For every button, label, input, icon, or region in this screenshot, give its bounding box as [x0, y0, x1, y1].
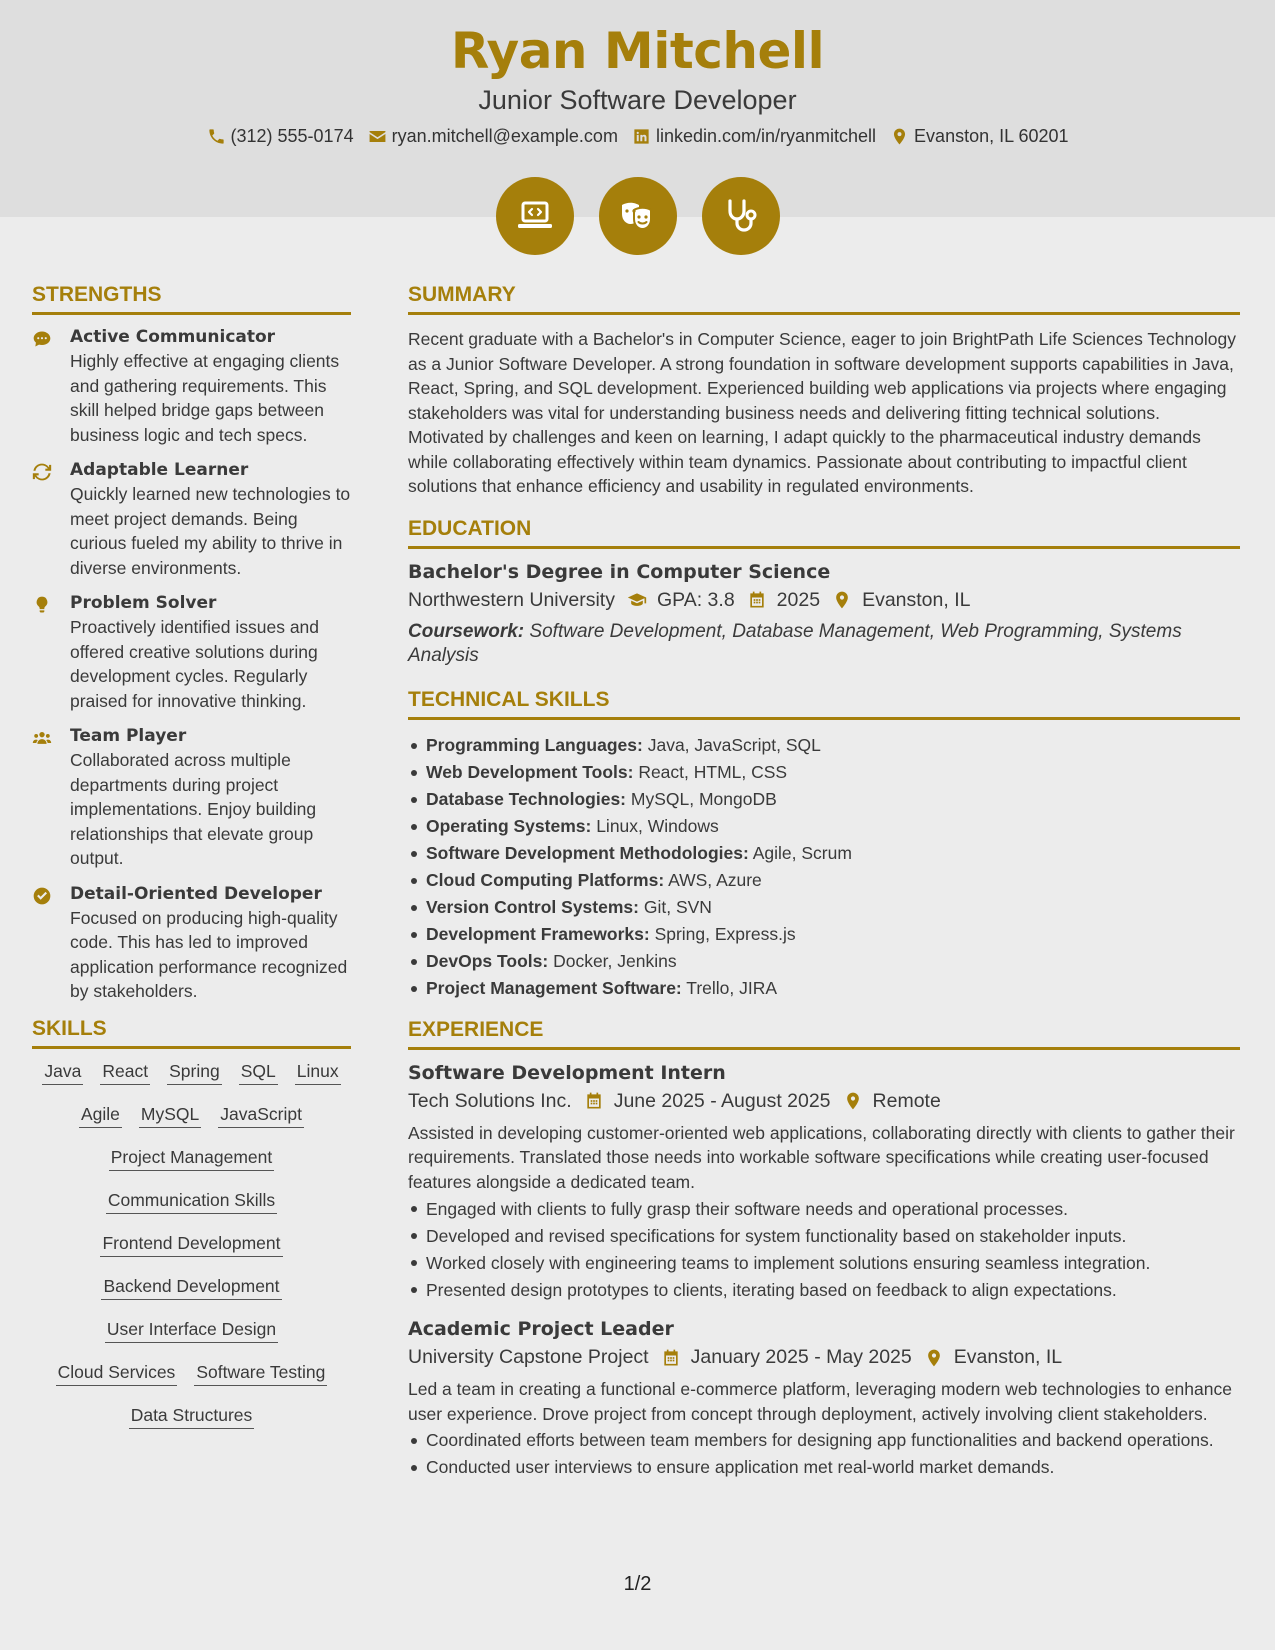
- job-location: Remote: [872, 1089, 941, 1112]
- job-bullets: [408, 1428, 1240, 1479]
- skill-tag: Project Management: [109, 1147, 274, 1171]
- summary-heading: SUMMARY: [408, 283, 1240, 315]
- list-item: Cloud Computing Platforms: AWS, Azure: [408, 867, 1240, 894]
- strength-item: [32, 884, 351, 1004]
- contact-location: [890, 126, 1068, 147]
- skills-row: [32, 1319, 351, 1343]
- contact-linkedin[interactable]: [632, 126, 876, 147]
- skill-tag: Agile: [79, 1104, 122, 1128]
- list-item: Programming Languages: Java, JavaScript, SQL: [408, 732, 1240, 759]
- job-description: Led a team in creating a functional e-commerce platform, leveraging modern web technologies to enhance user experience. Drove project from concept through deployment, actively involving client stakeholders.: [408, 1379, 1232, 1424]
- strength-title: Team Player: [70, 726, 187, 746]
- phone-text: (312) 555-0174: [230, 126, 354, 146]
- skills-row: [32, 1276, 351, 1300]
- skill-tag: Java: [42, 1061, 83, 1085]
- laptop-code-badge: [496, 177, 574, 255]
- school-location: Evanston, IL: [862, 588, 971, 611]
- skills-list: [32, 1061, 351, 1429]
- strength-item: [32, 327, 351, 447]
- skill-tag: Linux: [295, 1061, 341, 1085]
- job-dates: January 2025 - May 2025: [690, 1346, 912, 1368]
- lightbulb-icon: [32, 595, 52, 615]
- skills-row: [32, 1190, 351, 1214]
- strengths-heading: STRENGTHS: [32, 283, 351, 315]
- list-item: Worked closely with engineering teams to implement solutions ensuring seamless integration.: [408, 1250, 1240, 1277]
- theater-masks-badge: [599, 177, 677, 255]
- skill-tag: React: [100, 1061, 150, 1085]
- contact-email[interactable]: [368, 126, 618, 147]
- list-item: Coordinated efforts between team members for designing app functionalities and backend operations.: [408, 1428, 1240, 1453]
- contact-phone[interactable]: [207, 126, 354, 147]
- strength-title: Active Communicator: [70, 327, 276, 347]
- email-text: ryan.mitchell@example.com: [391, 126, 618, 146]
- strength-item: [32, 593, 351, 713]
- calendar-icon: [747, 590, 767, 610]
- list-item: Developed and revised specifications for system functionality based on stakeholder inputs.: [408, 1223, 1240, 1250]
- list-item: Operating Systems: Linux, Windows: [408, 813, 1240, 840]
- interest-icons: [0, 177, 1275, 255]
- map-marker-icon: [832, 590, 852, 610]
- technical-skills-heading: TECHNICAL SKILLS: [408, 688, 1240, 720]
- map-marker-icon: [843, 1091, 863, 1111]
- summary-text: Recent graduate with a Bachelor's in Computer Science, eager to join BrightPath Life Sciences Technology as a Junior Software Developer. A strong foundation in software development supports capabilities in Java, React, Spring, and SQL development. Experienced building web applications via projects where engaging stakeholders was vital for understanding business needs and delivering fitting technical solutions. Motivated by challenges and keen on learning, I adapt quickly to the pharmaceutical industry demands while collaborating effectively within team dynamics. Passionate about contributing to impactful client solutions that enhance efficiency and usability in regulated environments.: [408, 329, 1236, 496]
- school-name: Northwestern University: [408, 588, 615, 611]
- coursework-list: Software Development, Database Management, Web Programming, Systems Analysis: [408, 620, 1182, 666]
- skill-tag: Communication Skills: [106, 1190, 277, 1214]
- education-heading: EDUCATION: [408, 517, 1240, 549]
- degree-title: Bachelor's Degree in Computer Science: [408, 560, 831, 583]
- skill-tag: MySQL: [139, 1104, 201, 1128]
- list-item: DevOps Tools: Docker, Jenkins: [408, 948, 1240, 975]
- map-marker-icon: [890, 127, 909, 146]
- strength-desc: Proactively identified issues and offered creative solutions during development cycles. Regularly praised for innovative thinking.: [70, 617, 320, 711]
- page-number: 1/2: [623, 1573, 652, 1595]
- list-item: Database Technologies: MySQL, MongoDB: [408, 786, 1240, 813]
- list-item: Development Frameworks: Spring, Express.js: [408, 921, 1240, 948]
- sync-icon: [32, 462, 52, 482]
- stethoscope-icon: [721, 196, 761, 236]
- skill-tag: Spring: [167, 1061, 222, 1085]
- strength-desc: Focused on producing high-quality code. This has led to improved application performance recognized by stakeholders.: [70, 907, 348, 1001]
- candidate-name: Ryan Mitchell: [450, 22, 825, 80]
- envelope-icon: [368, 127, 387, 146]
- strength-title: Problem Solver: [70, 593, 217, 613]
- job-bullets: [408, 1196, 1240, 1304]
- job-dates: June 2025 - August 2025: [613, 1089, 831, 1112]
- strength-desc: Highly effective at engaging clients and gathering requirements. This skill helped bridge gaps between business logic and tech specs.: [70, 351, 340, 445]
- skill-tag: Cloud Services: [56, 1362, 178, 1386]
- gpa: GPA: 3.8: [656, 588, 735, 611]
- skills-row: [32, 1362, 351, 1386]
- coursework: [408, 620, 1240, 668]
- location-text: Evanston, IL 60201: [914, 126, 1069, 146]
- graduation-year: 2025: [776, 588, 821, 611]
- strength-item: [32, 726, 351, 871]
- calendar-icon: [584, 1091, 604, 1111]
- candidate-role: Junior Software Developer: [478, 85, 797, 115]
- skill-tag: JavaScript: [218, 1104, 304, 1128]
- skill-tag: Frontend Development: [100, 1233, 282, 1257]
- job-description: Assisted in developing customer-oriented web applications, collaborating directly with clients to gather their requirements. Translated those needs into workable software specifications while creating user-focused features alongside a dedicated team.: [408, 1122, 1235, 1192]
- company-name: Tech Solutions Inc.: [408, 1089, 572, 1112]
- skills-row: [32, 1233, 351, 1257]
- skills-row: [32, 1061, 351, 1085]
- users-icon: [32, 728, 52, 748]
- list-item: Project Management Software: Trello, JIRA: [408, 975, 1240, 1002]
- strength-desc: Collaborated across multiple departments during project implementations. Enjoy building relationships that elevate group output.: [70, 750, 317, 868]
- job-meta: [408, 1090, 1240, 1113]
- job-title: Software Development Intern: [408, 1061, 726, 1084]
- linkedin-text: linkedin.com/in/ryanmitchell: [655, 126, 877, 146]
- list-item: Software Development Methodologies: Agile, Scrum: [408, 840, 1240, 867]
- company-name: University Capstone Project: [408, 1346, 649, 1368]
- strength-item: [32, 460, 351, 580]
- skills-row: [32, 1405, 351, 1429]
- linkedin-icon: [632, 127, 651, 146]
- skills-heading: SKILLS: [32, 1017, 351, 1049]
- right-column: [408, 283, 1240, 1479]
- skill-tag: Software Testing: [194, 1362, 327, 1386]
- experience-heading: EXPERIENCE: [408, 1018, 1240, 1050]
- skill-tag: User Interface Design: [105, 1319, 278, 1343]
- calendar-icon: [661, 1348, 681, 1368]
- skills-row: [32, 1104, 351, 1128]
- technical-skills-list: [408, 732, 1240, 1002]
- strength-title: Adaptable Learner: [70, 460, 249, 480]
- skill-tag: Backend Development: [101, 1276, 281, 1300]
- skill-tag: SQL: [239, 1061, 278, 1085]
- theater-masks-icon: [618, 196, 658, 236]
- list-item: Web Development Tools: React, HTML, CSS: [408, 759, 1240, 786]
- left-column: [32, 283, 351, 1448]
- stethoscope-badge: [702, 177, 780, 255]
- laptop-code-icon: [515, 196, 555, 236]
- strength-title: Detail-Oriented Developer: [70, 883, 322, 904]
- list-item: Version Control Systems: Git, SVN: [408, 894, 1240, 921]
- list-item: Conducted user interviews to ensure application met real-world market demands.: [408, 1455, 1240, 1480]
- phone-icon: [207, 127, 226, 146]
- comment-icon: [32, 329, 52, 349]
- contact-bar: [0, 126, 1275, 147]
- map-marker-icon: [924, 1348, 944, 1368]
- job-meta: [408, 1346, 1240, 1369]
- graduation-cap-icon: [627, 590, 647, 610]
- list-item: Engaged with clients to fully grasp their software needs and operational processes.: [408, 1196, 1240, 1223]
- list-item: Presented design prototypes to clients, iterating based on feedback to align expectations.: [408, 1277, 1240, 1304]
- check-circle-icon: [32, 886, 52, 906]
- job-title: Academic Project Leader: [408, 1318, 674, 1340]
- skill-tag: Data Structures: [129, 1405, 255, 1429]
- education-meta: [408, 589, 1240, 612]
- skills-row: [32, 1147, 351, 1171]
- coursework-label: Coursework:: [408, 620, 525, 642]
- job-location: Evanston, IL: [953, 1346, 1063, 1368]
- strength-desc: Quickly learned new technologies to meet project demands. Being curious fueled my ability to thrive in diverse environments.: [70, 484, 351, 578]
